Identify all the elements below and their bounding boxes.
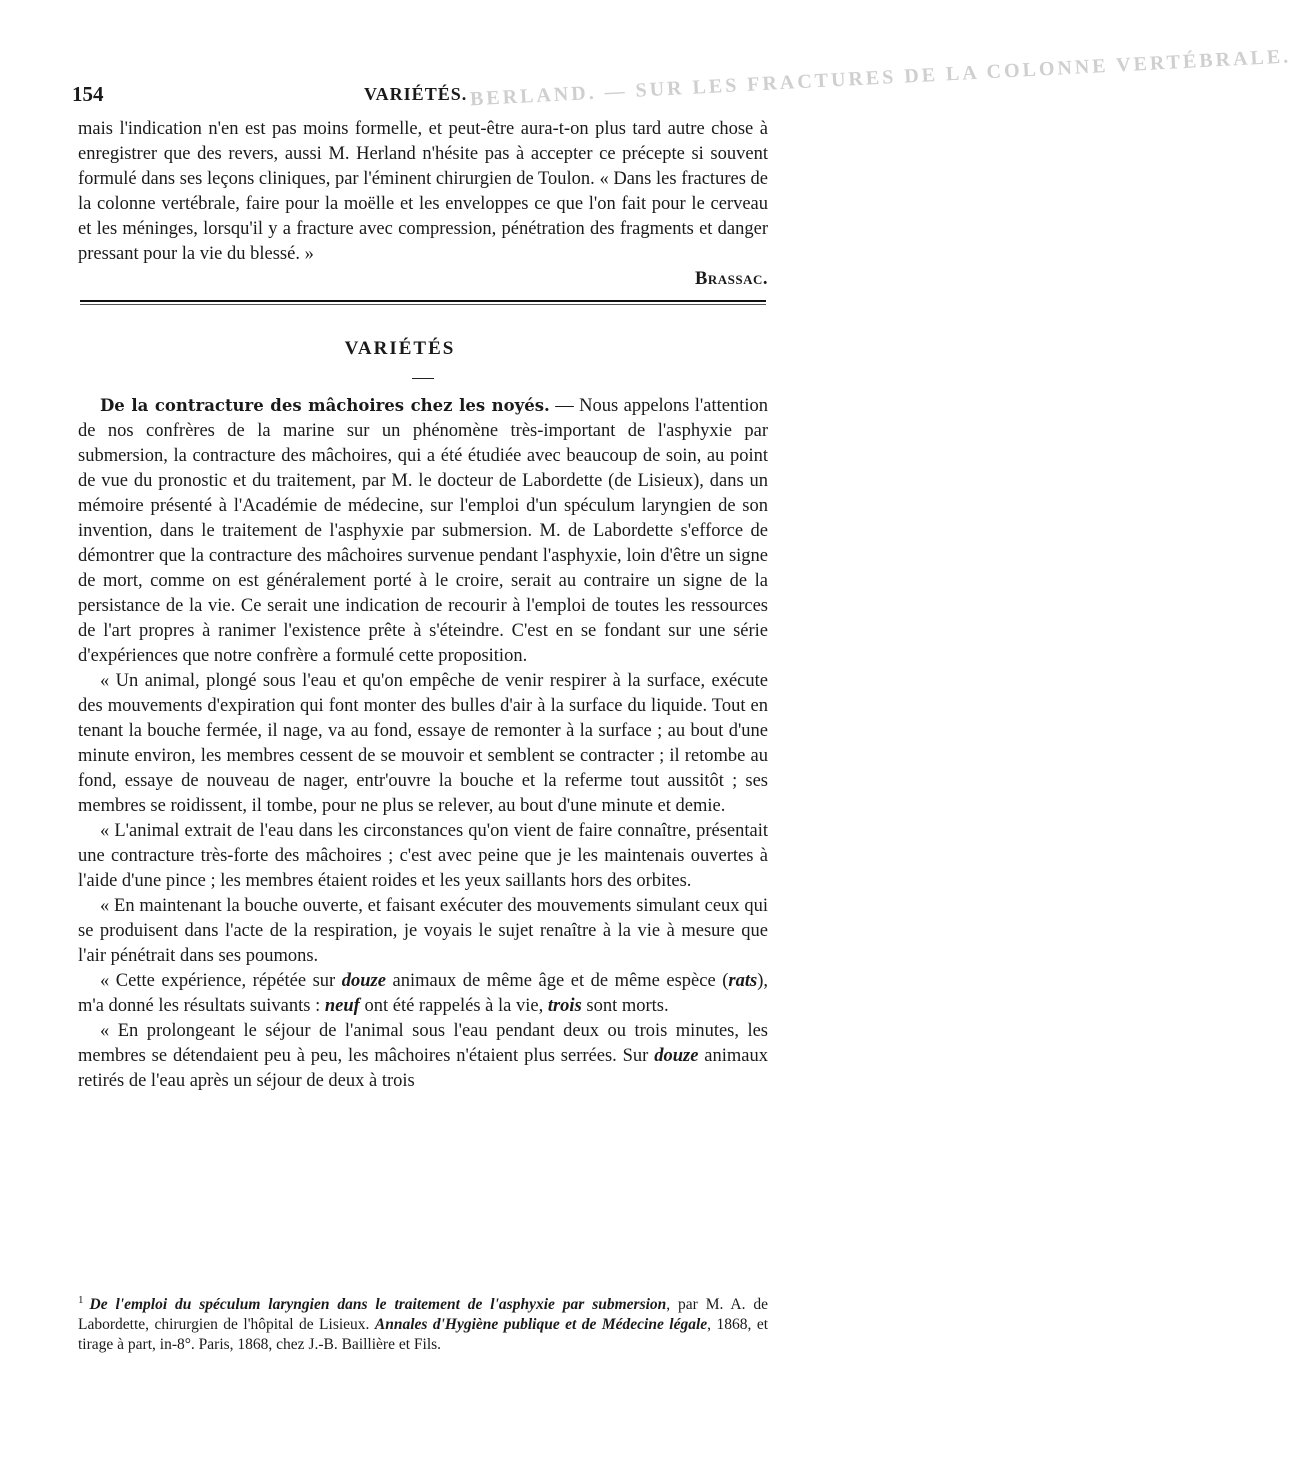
running-title: VARIÉTÉS. (364, 84, 468, 104)
p5-text-a: « Cette expérience, répétée sur (100, 971, 342, 991)
footnote-journal: Annales d'Hygiène publique et de Médecine légale (374, 1316, 708, 1334)
section-divider (80, 300, 766, 305)
p5-trois: trois (547, 996, 582, 1016)
intro-paragraph: mais l'indication n'en est pas moins formelle, et peut-être aura-t-on plus tard autre chose à enregistrer que des revers, aussi M. Herland n'hésite pas à accepter ce précepte si souvent formulé dans ses leçons cliniques, par l'éminent chirurgien de Toulon. « Dans les fractures de la colonne vertébrale, faire pour la moëlle et les enveloppes ce que l'on fait pour le cerveau et les méninges, lorsqu'il y a fracture avec compression, pénétration des fragments et danger pressant pour la vie du blessé. » (78, 119, 768, 264)
p5-rats: rats (728, 971, 758, 991)
title-underline (412, 378, 434, 379)
footnote (78, 1290, 768, 1355)
article-body (78, 393, 768, 1094)
p5-text-b: animaux de même âge et de même espèce ( (385, 971, 729, 991)
article-paragraph-2: « Un animal, plongé sous l'eau et qu'on empêche de venir respirer à la surface, exécute des mouvements d'expiration qui font monter des bulles d'air à la surface du liquide. Tout en tenant la bouche fermée, il nage, va au fond, essaye de remonter à la surface ; au bout d'une minute environ, les membres cessent de se mouvoir et semblent se contracter ; il retombe au fond, essaye de nouveau de nager, entr'ouvre la bouche et la referme tout aussitôt ; ses membres se roidissent, il tombe, pour ne plus se relever, au bout d'une minute et demie. (78, 671, 768, 816)
p5-neuf: neuf (324, 996, 360, 1016)
signature: Brassac. (695, 269, 768, 289)
signature-line (78, 267, 768, 292)
article-paragraph-5 (78, 969, 768, 1019)
p6-text-b: animaux retirés de l'eau après un séjour de deux à trois (78, 1046, 768, 1091)
page-header (72, 80, 772, 114)
page-number: 154 (72, 82, 104, 106)
intro-block (78, 117, 768, 292)
p5-text-e: sont morts. (581, 996, 669, 1016)
footnote-text-a: , par M. A. de Labordette, chirurgien de l'hôpital de Lisieux. (78, 1296, 769, 1334)
article-paragraph-1-text: Nous appelons l'attention de nos confrères de la marine sur un phénomène très-important de l'asphyxie par submersion, la contracture des mâchoires, qui a été étudiée avec beaucoup de soin, au point de vue du pronostic et du traitement, par M. le docteur de Labordette (de Lisieux), dans un mémoire présenté à l'Académie de médecine, sur l'emploi d'un spéculum laryngien de son invention, dans le traitement de l'asphyxie par submersion. M. de Labordette s'efforce de démontrer que la contracture des mâchoires survenue pendant l'asphyxie, loin d'être un signe de mort, comme on est généralement porté à le croire, serait au contraire un signe de la persistance de la vie. Ce serait une indication de recourir à l'emploi de toutes les ressources de l'art propres à ranimer l'existence prête à s'éteindre. C'est en se fondant sur une série d'expériences que notre confrère a formulé cette proposition. (78, 396, 769, 666)
p6-text-a: « En prolongeant le séjour de l'animal sous l'eau pendant deux ou trois minutes, les membres se détendaient peu à peu, les mâchoires n'étaient plus serrées. Sur (78, 1021, 768, 1066)
footnote-mark: 1 (78, 1294, 84, 1306)
p6-douze: douze (654, 1046, 699, 1066)
bleed-through-text: BERLAND. — SUR LES FRACTURES DE LA COLONNE VERTÉBRALE. (469, 45, 1292, 111)
footnote-text-b: , 1868, et tirage à part, in-8°. Paris, 1868, chez J.-B. Baillière et Fils. (78, 1316, 768, 1354)
section-title: VARIÉTÉS (344, 338, 456, 359)
p5-text-c: ), m'a donné les résultats suivants : (78, 971, 768, 1016)
lead-dash: — (549, 396, 580, 416)
p5-text-d: ont été rappelés à la vie, (359, 996, 548, 1016)
article-lead-title: De la contracture des mâchoires chez les noyés. (100, 396, 550, 415)
article-paragraph-3: « L'animal extrait de l'eau dans les circonstances qu'on vient de faire connaître, présentait une contracture très-forte des mâchoires ; c'est avec peine que je les maintenais ouvertes à l'aide d'une pince ; les membres étaient roides et les yeux saillants hors des orbites. (78, 821, 768, 891)
article-paragraph-6 (78, 1019, 768, 1094)
article-paragraph-4: « En maintenant la bouche ouverte, et faisant exécuter des mouvements simulant ceux qui se produisent dans l'acte de la respiration, je voyais le sujet renaître à la vie à mesure que l'air pénétrait dans ses poumons. (78, 896, 768, 966)
p5-douze: douze (341, 971, 386, 991)
footnote-title: De l'emploi du spéculum laryngien dans le traitement de l'asphyxie par submersion (89, 1296, 667, 1314)
article-paragraph-1 (78, 393, 768, 669)
